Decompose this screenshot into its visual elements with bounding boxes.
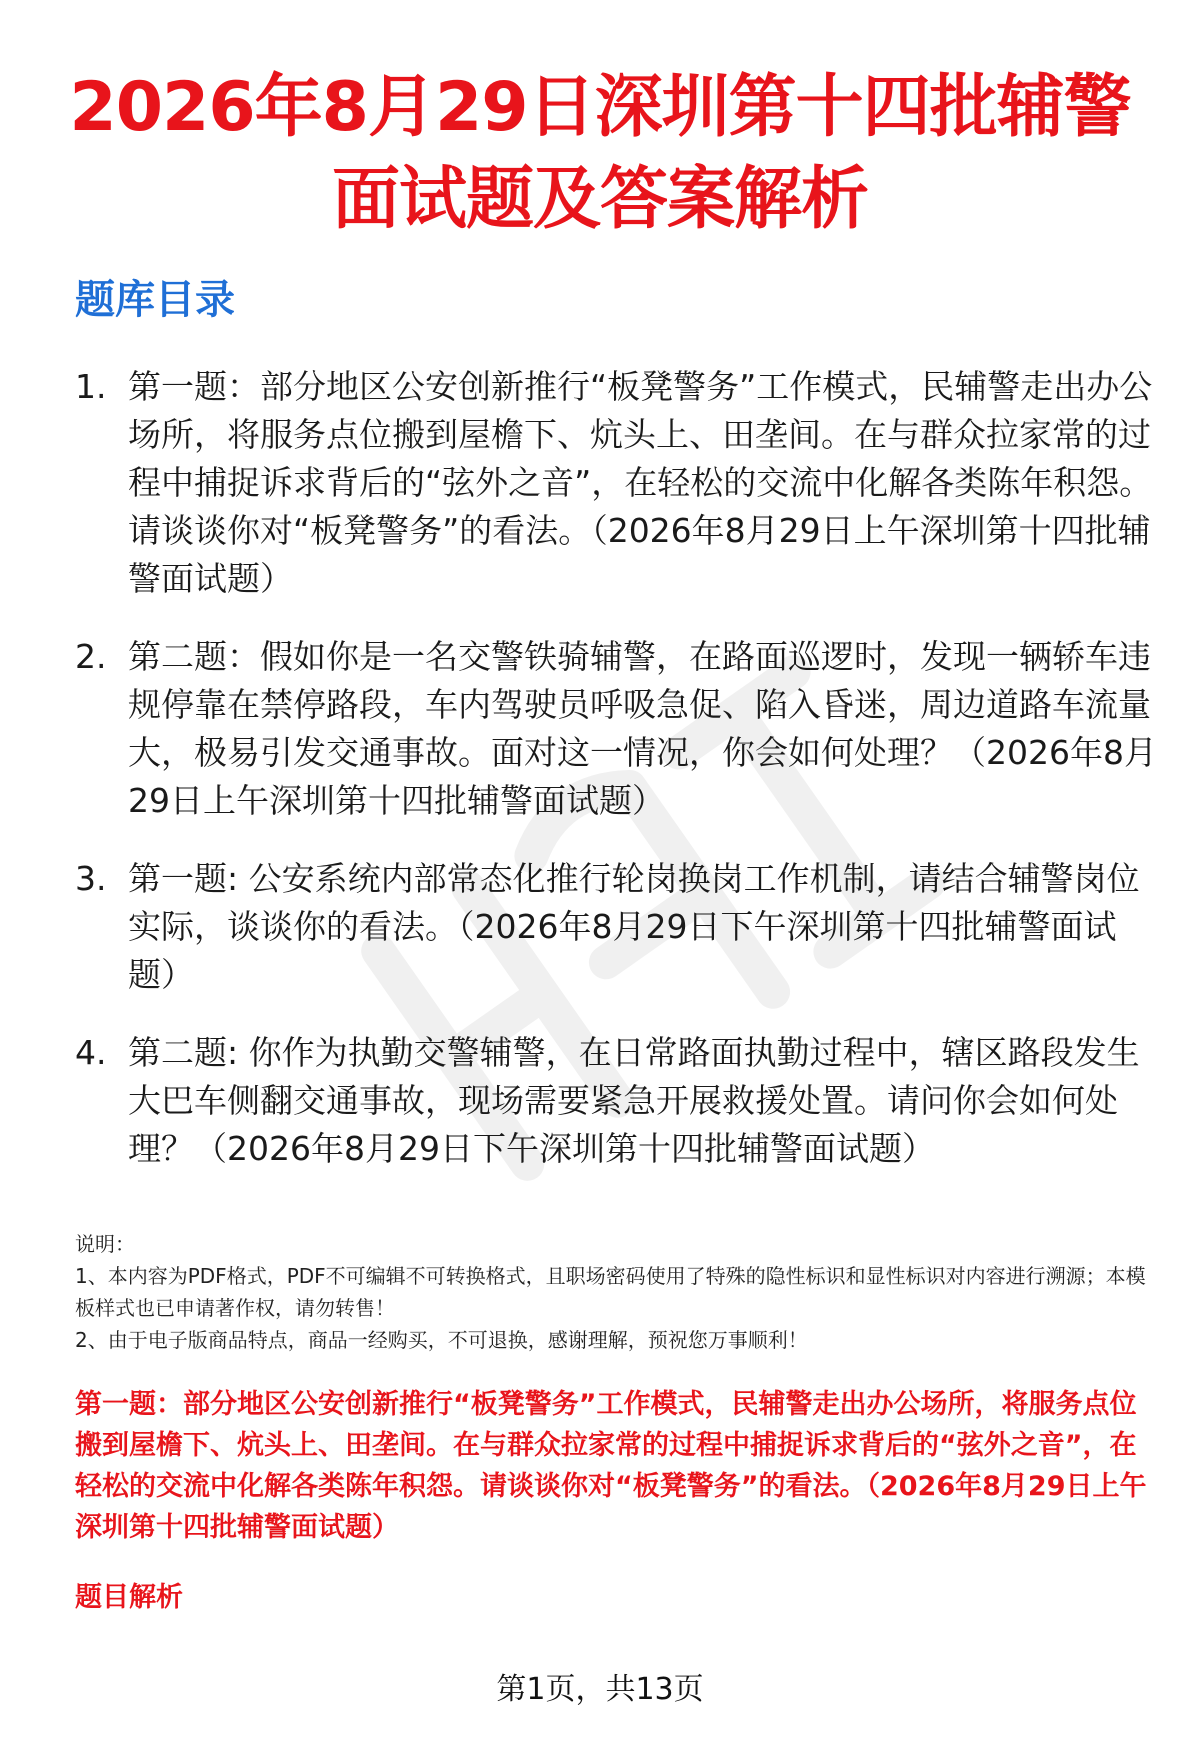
answer-question-heading: 第一题：部分地区公安创新推行“板凳警务”工作模式，民辅警走出办公场所，将服务点位搬到屋檐下、炕头上、田垄间。在与群众拉家常的过程中捕捉诉求背后的“弦外之音”，在轻松的交流中化解各类陈年积怨。请谈谈你对“板凳警务”的看法。（2026年8月29日上午深圳第十四批辅警面试题） (75, 1389, 1147, 1543)
document-title: 2026年8月29日深圳第十四批辅警面试题及答案解析 (69, 68, 1131, 239)
page-footer: 第1页，共13页 (496, 1672, 704, 1707)
note-label: 说明： (75, 1232, 135, 1256)
note-section (75, 1228, 1165, 1356)
question-text: 第一题：部分地区公安创新推行“板凳警务”工作模式，民辅警走出办公场所，将服务点位搬到屋檐下、炕头上、田垄间。在与群众拉家常的过程中捕捉诉求背后的“弦外之音”，在轻松的交流中化解各类陈年积怨。请谈谈你对“板凳警务”的看法。（2026年8月29日上午深圳第十四批辅警面试题） (128, 367, 1153, 598)
question-text: 第一题: 公安系统内部常态化推行轮岗换岗工作机制，请结合辅警岗位实际，谈谈你的看法。（2026年8月29日下午深圳第十四批辅警面试题） (128, 859, 1140, 994)
question-number: 4. (75, 1033, 107, 1072)
question-item (75, 1029, 1165, 1173)
note-line-2: 2、由于电子版商品特点，商品一经购买，不可退换，感谢理解，预祝您万事顺利！ (75, 1328, 808, 1352)
question-item (75, 633, 1165, 825)
question-number: 3. (75, 859, 107, 898)
question-text: 第二题：假如你是一名交警铁骑辅警，在路面巡逻时，发现一辆轿车违规停靠在禁停路段，车内驾驶员呼吸急促、陷入昏迷，周边道路车流量大，极易引发交通事故。面对这一情况，你会如何处理？（2026年8月29日上午深圳第十四批辅警面试题） (128, 637, 1157, 820)
question-text: 第二题: 你作为执勤交警辅警，在日常路面执勤过程中，辖区路段发生大巴车侧翻交通事故，现场需要紧急开展救援处置。请问你会如何处理？（2026年8月29日下午深圳第十四批辅警面试题） (128, 1033, 1140, 1168)
question-item (75, 363, 1165, 603)
question-item (75, 855, 1165, 999)
question-number: 2. (75, 637, 107, 676)
question-number: 1. (75, 367, 107, 406)
note-line-1: 1、本内容为PDF格式，PDF不可编辑不可转换格式，且职场密码使用了特殊的隐性标识和显性标识对内容进行溯源；本模板样式也已申请著作权，请勿转售！ (75, 1264, 1146, 1320)
analysis-heading: 题目解析 (75, 1582, 183, 1613)
question-list (75, 363, 1165, 1203)
toc-heading: 题库目录 (75, 277, 235, 323)
